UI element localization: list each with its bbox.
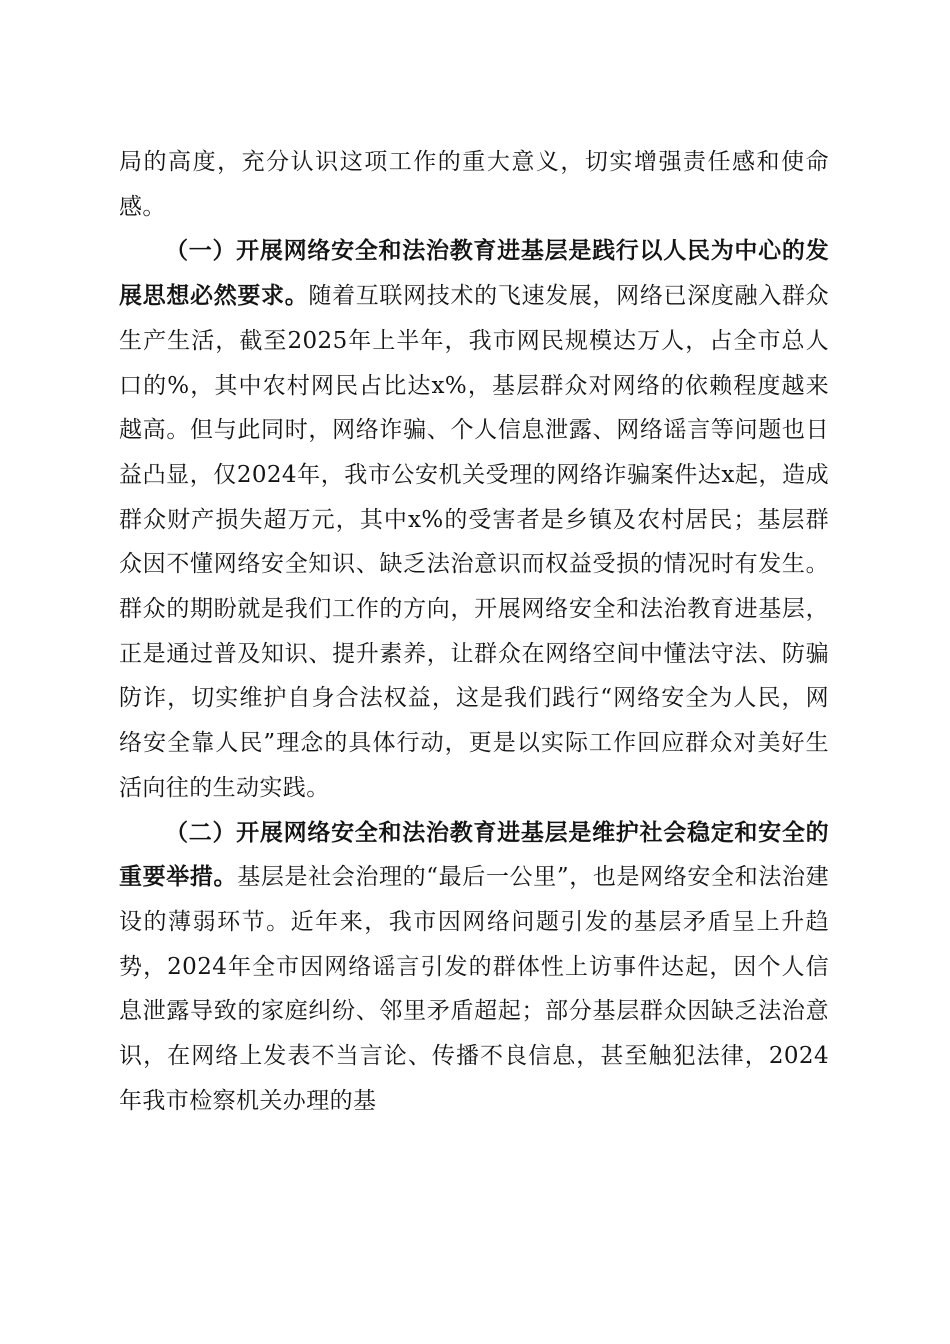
- paragraph-text: 基层是社会治理的“最后一公里”，也是网络安全和法治建设的薄弱环节。近年来，我市因网络问题引发的基层矛盾呈上升趋势，2024年全市因网络谣言引发的群体性上访事件达起，因个人信息泄露导致的家庭纠纷、邻里矛盾超起；部分基层群众因缺乏法治意识，在网络上发表不当言论、传播不良信息，甚至触犯法律，2024年我市检察机关办理的基: [119, 864, 830, 1114]
- paragraph-section-two: [119, 811, 829, 1124]
- paragraph-section-one: [119, 229, 829, 810]
- paragraph-text: 随着互联网技术的飞速发展，网络已深度融入群众生产生活，截至2025年上半年，我市网民规模达万人，占全市总人口的%，其中农村网民占比达x%，基层群众对网络的依赖程度越来越高。但与此同时，网络诈骗、个人信息泄露、网络谣言等问题也日益凸显，仅2024年，我市公安机关受理的网络诈骗案件达x起，造成群众财产损失超万元，其中x%的受害者是乡镇及农村居民；基层群众因不懂网络安全知识、缺乏法治意识而权益受损的情况时有发生。群众的期盼就是我们工作的方向，开展网络安全和法治教育进基层，正是通过普及知识、提升素养，让群众在网络空间中懂法守法、防骗防诈，切实维护自身合法权益，这是我们践行“网络安全为人民，网络安全靠人民”理念的具体行动，更是以实际工作回应群众对美好生活向往的生动实践。: [119, 283, 829, 801]
- document-page: [119, 140, 829, 1123]
- paragraph-text: 局的高度，充分认识这项工作的重大意义，切实增强责任感和使命感。: [119, 149, 829, 220]
- paragraph-intro-continuation: [119, 140, 829, 229]
- section-one-heading: （一）开展网络安全和法治教育进基层是践行以人民为中心的发展思想必然要求。: [119, 237, 829, 310]
- section-two-heading: （二）开展网络安全和法治教育进基层是维护社会稳定和安全的重要举措。: [119, 818, 829, 891]
